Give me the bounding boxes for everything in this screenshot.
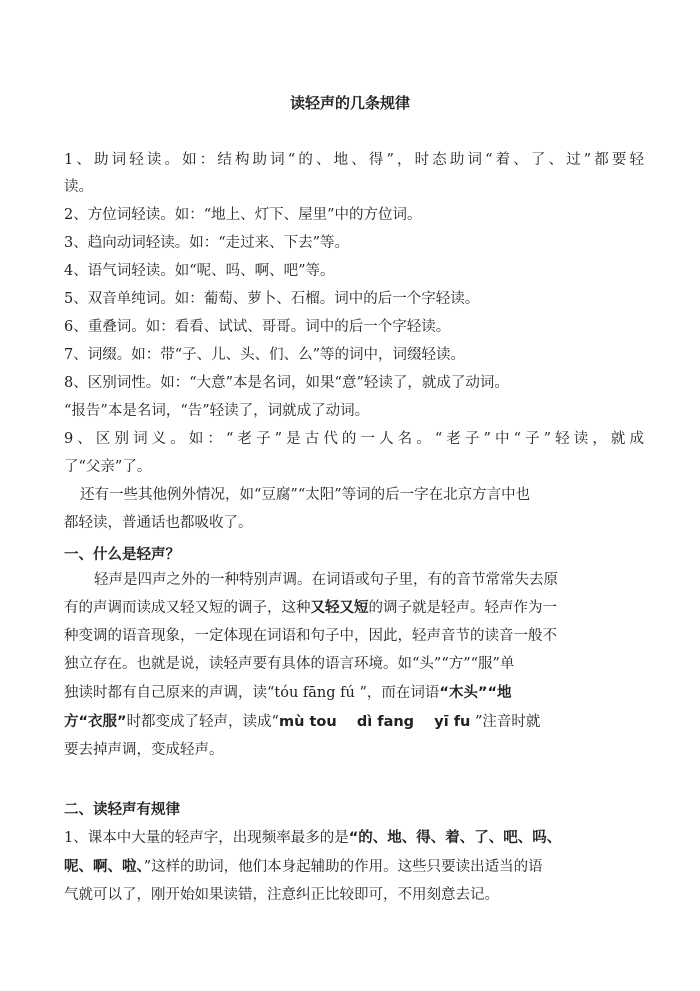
- section-1-line-4: 独立存在。也就是说，读轻声要有具体的语言环境。如“头”“方”“服”单: [64, 656, 515, 672]
- section-1-line-6-text-d: ”注音时就: [470, 714, 541, 730]
- extra-note-line-2: 都轻读，普通话也都吸收了。: [64, 515, 253, 531]
- section-1-line-2-text-a: 有的声调而读成又轻又短的调子，这种: [64, 600, 311, 616]
- rule-8-line-2: “报告”本是名词，“告”轻读了，词就成了动词。: [64, 403, 370, 419]
- section-1-line-2: [64, 598, 644, 618]
- rule-3: 3、趋向动词轻读。如：“走过来、下去”等。: [64, 235, 350, 251]
- section-2-line-2: [64, 857, 644, 877]
- emphasis-particles-b: 呢、啊、啦、: [64, 859, 144, 875]
- section-1-line-2-text-c: 的调子就是轻声。轻声作为一: [368, 600, 557, 616]
- rule-6: 6、重叠词。如：看看、试试、哥哥。词中的后一个字轻读。: [64, 319, 451, 335]
- extra-note-line-1: 还有一些其他例外情况，如“豆腐”“太阳”等词的后一字在北京方言中也: [80, 487, 531, 503]
- section-1-line-6: [64, 712, 644, 732]
- emphasis-particles-a: “的、地、得、着、了、吧、吗、: [348, 830, 562, 846]
- rule-2: 2、方位词轻读。如：“地上、灯下、屋里”中的方位词。: [64, 207, 422, 223]
- section-1-line-6-text-b: 时都变成了轻声，读成“: [126, 714, 279, 730]
- rule-8-line-1: 8、区别词性。如：“大意”本是名词，如果“意”轻读了，就成了动词。: [64, 375, 509, 391]
- section-1-line-1: 轻声是四声之外的一种特别声调。在词语或句子里，有的音节常常失去原: [94, 572, 558, 588]
- rule-9-line-2: 了“父亲”了。: [64, 459, 152, 475]
- rule-1-line-1: 1、助词轻读。如：结构助词“的、地、得”，时态助词“着、了、过”都要轻: [64, 152, 644, 168]
- emphasis-words-b: 方“衣服”: [64, 714, 127, 730]
- page-title: 读轻声的几条规律: [289, 94, 410, 112]
- section-2-line-1: [64, 828, 644, 848]
- section-1-line-7: 要去掉声调，变成轻声。: [64, 742, 224, 758]
- section-2-line-3: 气就可以了，刚开始如果读错，注意纠正比较即可，不用刻意去记。: [64, 887, 499, 903]
- rule-1-line-2: 读。: [64, 179, 93, 195]
- pinyin-readings: mù tou dì fang yī fu: [278, 714, 471, 730]
- rule-5: 5、双音单纯词。如：葡萄、萝卜、石榴。词中的后一个字轻读。: [64, 291, 480, 307]
- section-1-line-5: [64, 683, 644, 703]
- section-2-line-2-text: ”这样的助词，他们本身起辅助的作用。这些只要读出适当的语: [143, 859, 543, 875]
- emphasis-words-a: “木头”“地: [439, 685, 512, 701]
- section-1-line-3: 种变调的语音现象，一定体现在词语和句子中，因此，轻声音节的读音一般不: [64, 628, 557, 644]
- section-1-line-5-text: 独读时都有自己原来的声调，读“tóu fāng fú ”，而在词语: [64, 685, 440, 701]
- emphasis-light-short: 又轻又短: [310, 600, 369, 616]
- section-2-heading: 二、读轻声有规律: [64, 802, 180, 818]
- section-2-line-1-text: 1、课本中大量的轻声字，出现频率最多的是: [64, 830, 349, 846]
- rule-9-line-1: 9、区别词义。如：“老子”是古代的一人名。“老子”中“子”轻读，就成: [64, 431, 644, 447]
- rule-4: 4、语气词轻读。如“呢、吗、啊、吧”等。: [64, 263, 335, 279]
- rule-7: 7、词缀。如：带“子、儿、头、们、么”等的词中，词缀轻读。: [64, 347, 466, 363]
- section-1-heading: 一、什么是轻声？: [64, 547, 180, 563]
